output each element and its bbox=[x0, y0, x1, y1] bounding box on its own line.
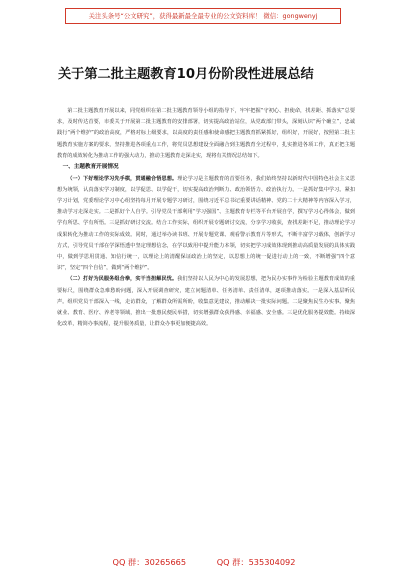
document-body bbox=[57, 106, 355, 544]
subsection-1-heading: （一）下好理论学习先手棋，贯通融合悟思想。 bbox=[67, 175, 178, 182]
section-heading: 一、主题教育开展情况 bbox=[62, 164, 119, 171]
subsection-1-body: 理论学习是主题教育的首要任务，我们始终坚持以新时代中国特色社会主义思想为统领，认真落实学习制度，以学促思、以学促干，切实提高政治判断力、政治领悟力、政治执行力。一是抓好集中学习。紧扣学习计划，党委理论学习中心组坚持每月开展专题学习研讨，围绕习近平总书记重要讲话精神、党的二十大精神等内容深入学习，推动学习走深走实。二是抓好个人自学。引导党员干部利用“学习强国”、主题教育专栏等平台开展自学，撰写学习心得体会，做到学有所思、学有所悟。三是抓好研讨交流。结合工作实际，组织开展专题研讨交流，分享学习收获，查找差距不足，推动理论学习成果转化为推动工作的实际成效。同时，通过举办读书班、开展专题党课、观看警示教育片等形式，不断丰富学习载体，创新学习方式，引导党员干部在学深悟透中坚定理想信念，在学以致用中提升能力本领，切实把学习成效体现到推动高质量发展的具体实践中，做到学思用贯通、知信行统一，以理论上的清醒保证政治上的坚定，以思想上的统一促进行动上的一致，不断增强“四个意识”，坚定“四个自信”，做到“两个维护”。 bbox=[57, 175, 355, 272]
subsection-1 bbox=[57, 174, 355, 275]
document-title: 关于第二批主题教育10月份阶段性进展总结 bbox=[58, 67, 314, 82]
subsection-2-body: 我们坚持以人民为中心的发展思想，把为民办实事作为检验主题教育成效的重要标尺，围绕群众急难愁盼问题，深入开展调查研究，建立问题清单、任务清单、责任清单，逐项推动落实。一是深入基层听民声。组织党员干部深入一线，走访群众，了解群众所需所盼，收集意见建议，推动解决一批实际问题。二是聚焦民生办实事。聚焦就业、教育、医疗、养老等领域，推出一批惠民便民举措，切实增强群众获得感、幸福感、安全感。三是优化服务提效能。持续深化改革，精简办事流程，提升服务质量，让群众办事更加便捷高效。 bbox=[57, 276, 355, 328]
promo-banner: 关注头条号“公文研究”，获得最新最全最专业的公文资料库！ 微信：gongwenyj bbox=[65, 8, 341, 24]
intro-paragraph: 第二批主题教育开展以来，同党组织在第二批主题教育领导小组的指导下，牢牢把握“守初心、担使命，找差距、抓落实”总要求，及时传达首要，市委关于开展第二批主题教育的安排部署，切实提高政治站位，从党政部门带头，深刻认识“两个确立”，忠诚践行“两个维护”的政治高度，严格对标上级要求，以高度的责任感和使命感把主题教育抓紧抓好，组织好，开展好，按照第二批主题教育实施方案的要求，坚持推进各项重点工作，将党员思想建设全面融合到主题教育全过程中，扎实推进各项工作，真正把主题教育的成效转化为推动工作的强大动力，推动主题教育走深走实，现将有关情况总结如下。 bbox=[57, 108, 355, 159]
subsection-2 bbox=[57, 274, 355, 330]
footer-contact bbox=[0, 554, 408, 570]
footer-qq-group-1: QQ 群：30265665 bbox=[112, 557, 187, 567]
subsection-2-heading: （二）打好为民服务组合拳，实干当担解民忧。 bbox=[67, 276, 178, 283]
footer-qq-group-2: QQ 群：535304092 bbox=[216, 557, 296, 567]
